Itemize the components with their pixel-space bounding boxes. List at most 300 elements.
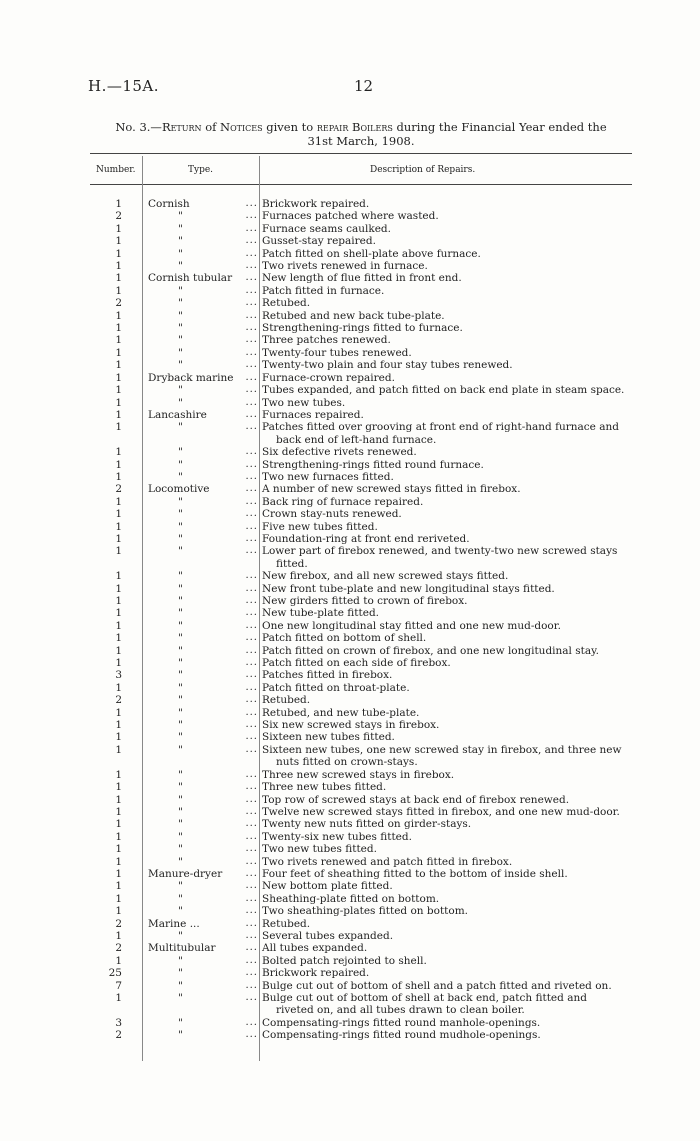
row-description: Five new tubes fitted. [262,520,378,533]
row-type: " [178,595,183,607]
table-row [90,669,632,681]
row-type: " [178,346,183,359]
table-row [90,397,632,409]
table-row [90,409,632,421]
row-type: " [178,905,183,918]
table-row [90,322,632,334]
row-description: Two rivets renewed in furnace. [262,260,428,273]
table-row [90,806,632,818]
row-number: 1 [115,247,122,260]
leader-dots: ... [245,483,258,495]
row-type: " [178,979,183,992]
row-number: 1 [115,954,122,967]
title-rest: during the Financial Year ended the [396,120,607,134]
row-number: 3 [115,1016,122,1029]
row-description: New tube-plate fitted. [262,607,380,620]
leader-dots: ... [245,582,258,594]
row-description: Twenty-two plain and four stay tubes renewed. [262,359,513,372]
row-type: " [178,322,183,335]
row-number: 1 [115,644,122,657]
row-number: 1 [115,595,122,607]
row-type: Dryback marine [148,371,234,384]
leader-dots: ... [245,867,258,879]
row-description: A number of new screwed stays fitted in firebox. [262,483,521,496]
table-row [90,533,632,545]
row-number: 3 [115,669,122,682]
row-number: 1 [115,470,122,483]
row-number: 1 [115,359,122,372]
row-number: 1 [115,830,122,843]
row-description: Retubed. [262,917,311,930]
row-number: 25 [108,967,122,980]
row-type: " [178,830,183,843]
table-row [90,1029,632,1041]
table-row [90,210,632,222]
row-number: 1 [115,781,122,794]
row-description: Three patches renewed. [262,334,391,347]
row-type: " [178,421,183,434]
leader-dots: ... [245,743,258,755]
row-description: Top row of screwed stays at back end of firebox renewed. [262,793,570,806]
table-row [90,818,632,830]
row-description-continued: nuts fitted on crown-stays. [276,756,418,769]
leader-dots: ... [245,458,258,470]
row-description: Patches fitted over grooving at front end of right-hand furnace and back end of left-hand furnace. [262,421,632,446]
row-number: 1 [115,992,122,1004]
row-description: Two new tubes. [262,396,346,409]
row-number: 2 [115,297,122,310]
row-type: " [178,892,183,905]
row-type: " [178,731,183,744]
row-type: " [178,520,183,533]
document-reference: H.—15A. [88,77,160,95]
row-description: Sixteen new tubes, one new screwed stay in firebox, and three new nuts fitted on crown-stays. [262,744,632,769]
leader-dots: ... [245,247,258,259]
table-row [90,942,632,954]
leader-dots: ... [245,805,258,817]
row-number: 1 [115,520,122,533]
leader-dots: ... [245,855,258,867]
table-row [90,682,632,694]
table-row [90,508,632,520]
row-description: All tubes expanded. [262,942,368,955]
row-number: 1 [115,743,122,756]
row-number: 1 [115,657,122,670]
row-number: 1 [115,309,122,322]
leader-dots: ... [245,619,258,631]
row-type: " [178,929,183,942]
leader-dots: ... [245,843,258,855]
table-row [90,198,632,210]
row-description: Strengthening-rings fitted round furnace. [262,458,484,471]
row-number: 1 [115,880,122,893]
table-row [90,446,632,458]
row-description: Furnaces patched where wasted. [262,210,439,223]
table-row [90,657,632,669]
row-type: " [178,818,183,831]
table-title [90,120,632,148]
leader-dots: ... [245,793,258,805]
leader-dots: ... [245,260,258,272]
table-row [90,893,632,905]
row-number: 1 [115,284,122,297]
row-number: 1 [115,805,122,818]
leader-dots: ... [245,297,258,309]
row-description-continued: fitted. [276,557,308,570]
table-row [90,980,632,992]
row-type: " [178,644,183,657]
row-number: 2 [115,942,122,955]
row-type: " [178,570,183,583]
table-row [90,632,632,644]
leader-dots: ... [245,446,258,458]
row-description-continued: riveted on, and all tubes drawn to clean boiler. [276,1004,525,1017]
row-description: One new longitudinal stay fitted and one new mud-door. [262,619,561,632]
leader-dots: ... [245,942,258,954]
leader-dots: ... [245,657,258,669]
row-type: " [178,805,183,818]
row-description: Strengthening-rings fitted to furnace. [262,322,463,335]
row-description-continued: back end of left-hand furnace. [276,433,437,446]
leader-dots: ... [245,967,258,979]
row-description: Brickwork repaired. [262,198,370,210]
row-number: 2 [115,1029,122,1042]
leader-dots: ... [245,309,258,321]
row-number: 1 [115,867,122,880]
row-description: Retubed, and new tube-plate. [262,706,420,719]
row-number: 1 [115,706,122,719]
table-row [90,459,632,471]
leader-dots: ... [245,545,258,557]
row-description: Two new furnaces fitted. [262,470,394,483]
row-description: Patch fitted on bottom of shell. [262,632,427,645]
row-description: Twenty-four tubes renewed. [262,346,412,359]
column-header-type: Type. [188,165,214,175]
row-number: 1 [115,855,122,868]
title-repair-boilers: repair Boilers [316,120,393,134]
row-type: " [178,768,183,781]
table-row [90,235,632,247]
repairs-table [90,198,632,1042]
leader-dots: ... [245,607,258,619]
table-row [90,545,632,570]
row-type: " [178,545,183,558]
row-number: 1 [115,582,122,595]
leader-dots: ... [245,905,258,917]
row-description: Four feet of sheathing fitted to the bottom of inside shell. [262,867,568,880]
row-type: Lancashire [148,408,207,421]
title-notices: Notices [220,120,263,134]
row-description: Twenty new nuts fitted on girder-stays. [262,818,472,831]
table-row [90,967,632,979]
row-type: " [178,470,183,483]
row-number: 1 [115,818,122,831]
title-number: No. 3.— [115,120,162,134]
leader-dots: ... [245,470,258,482]
table-row [90,496,632,508]
row-description: Two rivets renewed and patch fitted in firebox. [262,855,513,868]
leader-dots: ... [245,359,258,371]
row-number: 1 [115,346,122,359]
leader-dots: ... [245,694,258,706]
row-description: Sheathing-plate fitted on bottom. [262,892,440,905]
row-type: Marine ... [148,917,200,930]
table-row [90,843,632,855]
row-description: New front tube-plate and new longitudinal stays fitted. [262,582,555,595]
column-header-number: Number. [96,165,136,175]
row-type: " [178,657,183,670]
row-description: Crown stay-nuts renewed. [262,508,402,521]
row-type: Cornish [148,198,190,210]
leader-dots: ... [245,669,258,681]
table-row [90,521,632,533]
leader-dots: ... [245,992,258,1003]
leader-dots: ... [245,1016,258,1028]
table-top-rule [90,153,632,154]
leader-dots: ... [245,830,258,842]
row-description: Compensating-rings fitted round manhole-openings. [262,1016,541,1029]
table-row [90,694,632,706]
row-type: " [178,334,183,347]
leader-dots: ... [245,495,258,507]
row-number: 1 [115,396,122,409]
leader-dots: ... [245,222,258,234]
row-number: 1 [115,272,122,285]
row-description: Furnace-crown repaired. [262,371,395,384]
row-type: " [178,743,183,756]
leader-dots: ... [245,719,258,731]
table-row [90,856,632,868]
row-number: 1 [115,260,122,273]
leader-dots: ... [245,929,258,941]
leader-dots: ... [245,508,258,520]
table-row [90,570,632,582]
row-type: " [178,954,183,967]
row-number: 1 [115,545,122,558]
row-type: Locomotive [148,483,210,496]
leader-dots: ... [245,520,258,532]
row-type: " [178,619,183,632]
row-number: 1 [115,384,122,397]
table-row [90,595,632,607]
table-row [90,905,632,917]
row-description: Brickwork repaired. [262,967,370,980]
header-bottom-rule [90,184,632,185]
table-row [90,794,632,806]
leader-dots: ... [245,570,258,582]
table-row [90,769,632,781]
row-type: Cornish tubular [148,272,233,285]
row-description: Compensating-rings fitted round mudhole-openings. [262,1029,541,1042]
row-type: " [178,495,183,508]
row-type: " [178,235,183,248]
table-row [90,297,632,309]
row-type: " [178,458,183,471]
table-row [90,781,632,793]
row-type: " [178,706,183,719]
row-type: " [178,967,183,980]
row-type: " [178,284,183,297]
row-type: " [178,309,183,322]
leader-dots: ... [245,272,258,284]
row-type: " [178,359,183,372]
row-description: New firebox, and all new screwed stays fitted. [262,570,509,583]
row-description: New girders fitted to crown of firebox. [262,595,468,607]
row-type: " [178,880,183,893]
leader-dots: ... [245,917,258,929]
table-row [90,607,632,619]
table-row [90,347,632,359]
table-row [90,918,632,930]
leader-dots: ... [245,334,258,346]
row-number: 1 [115,446,122,459]
leader-dots: ... [245,706,258,718]
title-given-to: given to [266,120,314,134]
row-number: 1 [115,334,122,347]
row-description: Back ring of furnace repaired. [262,495,424,508]
row-number: 1 [115,619,122,632]
leader-dots: ... [245,644,258,656]
row-type: Multitubular [148,942,216,955]
row-number: 1 [115,570,122,583]
leader-dots: ... [245,1029,258,1041]
row-type: " [178,793,183,806]
row-number: 1 [115,408,122,421]
row-number: 1 [115,607,122,620]
leader-dots: ... [245,408,258,420]
row-type: " [178,446,183,459]
row-description: Two sheathing-plates fitted on bottom. [262,905,469,918]
table-row [90,744,632,769]
row-type: " [178,1016,183,1029]
table-row [90,955,632,967]
row-number: 1 [115,371,122,384]
row-type: " [178,694,183,707]
row-type: " [178,681,183,694]
row-description: Retubed. [262,694,311,707]
row-number: 2 [115,483,122,496]
row-description: Two new tubes fitted. [262,843,377,856]
row-number: 1 [115,322,122,335]
row-number: 7 [115,979,122,992]
row-type: " [178,843,183,856]
row-description: Patch fitted in furnace. [262,284,385,297]
row-description: New length of flue fitted in front end. [262,272,462,285]
table-row [90,372,632,384]
row-description: Furnaces repaired. [262,408,364,421]
row-description: Lower part of firebox renewed, and twenty-two new screwed stays fitted. [262,545,632,570]
row-type: " [178,855,183,868]
table-row [90,930,632,942]
row-number: 1 [115,198,122,210]
row-description: Six defective rivets renewed. [262,446,417,459]
leader-dots: ... [245,346,258,358]
leader-dots: ... [245,322,258,334]
row-description: Patch fitted on crown of firebox, and one new longitudinal stay. [262,644,599,657]
row-type: " [178,384,183,397]
leader-dots: ... [245,384,258,396]
row-description: Patch fitted on each side of firebox. [262,657,451,670]
row-number: 1 [115,222,122,235]
table-row [90,707,632,719]
row-type: " [178,669,183,682]
row-type: " [178,719,183,732]
row-number: 1 [115,768,122,781]
table-row [90,880,632,892]
row-description: Foundation-ring at front end reriveted. [262,532,470,545]
leader-dots: ... [245,681,258,693]
page-number: 12 [354,77,374,95]
leader-dots: ... [245,235,258,247]
row-type: " [178,210,183,223]
row-description: Furnace seams caulked. [262,222,391,235]
row-type: " [178,396,183,409]
table-row [90,645,632,657]
table-row [90,248,632,260]
title-date: 31st March, 1908. [307,134,415,148]
row-type: " [178,247,183,260]
row-number: 1 [115,421,122,434]
table-row [90,620,632,632]
row-type: " [178,222,183,235]
leader-dots: ... [245,371,258,383]
row-number: 1 [115,532,122,545]
row-description: Bolted patch rejointed to shell. [262,954,427,967]
row-number: 1 [115,508,122,521]
table-row [90,868,632,880]
table-row [90,223,632,235]
leader-dots: ... [245,396,258,408]
column-header-description: Description of Repairs. [370,165,476,175]
row-number: 1 [115,681,122,694]
leader-dots: ... [245,210,258,222]
row-type: " [178,781,183,794]
table-row [90,992,632,1017]
row-description: Tubes expanded, and patch fitted on back end plate in steam space. [262,384,625,397]
row-description: Gusset-stay repaired. [262,235,376,248]
table-row [90,285,632,297]
row-number: 2 [115,694,122,707]
table-row [90,310,632,322]
row-number: 1 [115,905,122,918]
leader-dots: ... [245,768,258,780]
row-type: " [178,992,183,1004]
row-description: Bulge cut out of bottom of shell and a patch fitted and riveted on. [262,979,612,992]
row-description: Patch fitted on shell-plate above furnace. [262,247,481,260]
leader-dots: ... [245,781,258,793]
row-type: " [178,632,183,645]
leader-dots: ... [245,731,258,743]
table-row [90,272,632,284]
row-description: Three new tubes fitted. [262,781,387,794]
leader-dots: ... [245,198,258,209]
leader-dots: ... [245,632,258,644]
leader-dots: ... [245,880,258,892]
table-row [90,471,632,483]
leader-dots: ... [245,954,258,966]
row-description: Bulge cut out of bottom of shell at back end, patch fitted and riveted on, and all tubes drawn to clean boiler. [262,992,632,1017]
row-type: " [178,582,183,595]
row-number: 1 [115,495,122,508]
row-description: New bottom plate fitted. [262,880,393,893]
row-description: Several tubes expanded. [262,929,394,942]
table-row [90,334,632,346]
row-description: Three new screwed stays in firebox. [262,768,455,781]
row-type: " [178,607,183,620]
table-row [90,260,632,272]
row-description: Twelve new screwed stays fitted in firebox, and one new mud-door. [262,805,620,818]
leader-dots: ... [245,532,258,544]
